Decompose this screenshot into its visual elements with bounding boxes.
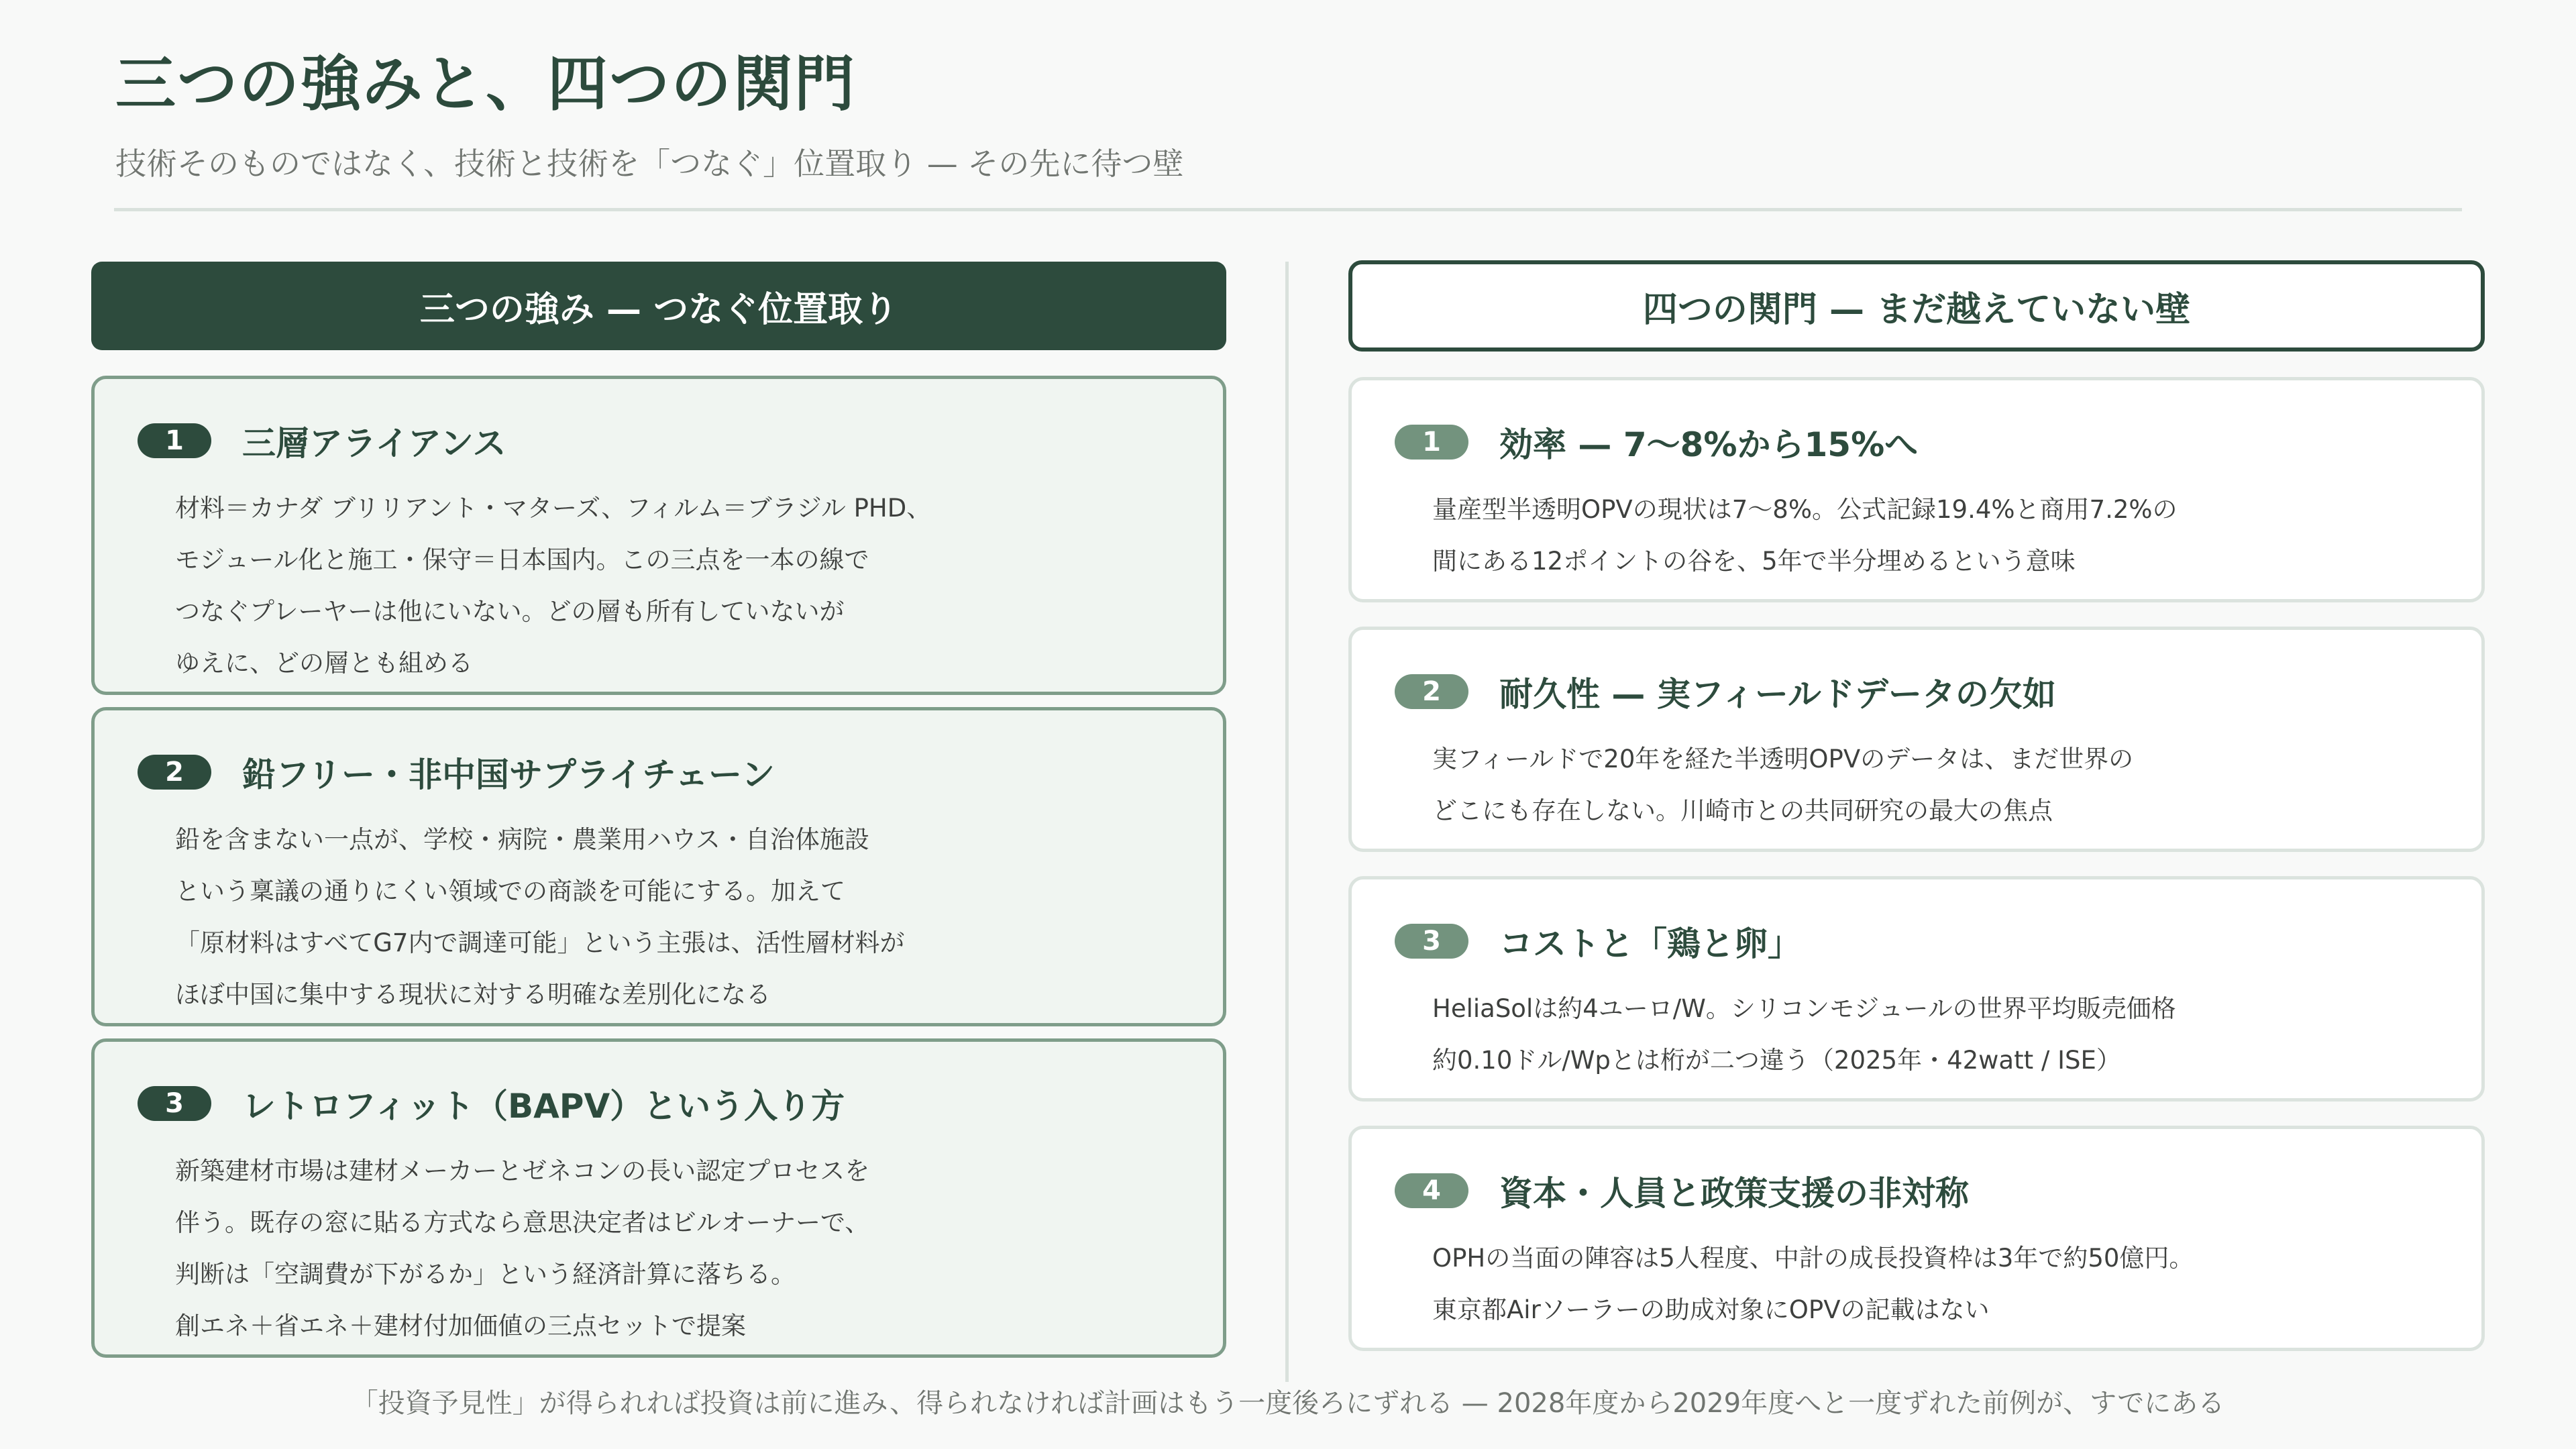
- number-badge: 1: [1395, 425, 1468, 460]
- number-badge: 2: [1395, 674, 1468, 709]
- card-body: [1432, 1232, 2481, 1336]
- body-line: 新築建材市場は建材メーカーとゼネコンの長い認定プロセスを: [175, 1157, 870, 1185]
- body-line: OPHの当面の陣容は5人程度、中計の成長投資枠は3年で約50億円。: [1432, 1244, 2194, 1273]
- card-body: [175, 814, 1223, 1020]
- body-line: 間にある12ポイントの谷を、5年で半分埋めるという意味: [1432, 547, 2076, 576]
- gate-card-2: [1348, 627, 2485, 852]
- card-heading: [1395, 665, 2481, 718]
- strength-card-3: [91, 1038, 1226, 1358]
- title-divider: [114, 208, 2462, 211]
- body-line: ゆえに、どの層とも組める: [175, 649, 473, 678]
- body-line: つなぐプレーヤーは他にいない。どの層も所有していないが: [175, 597, 845, 626]
- card-body: [1432, 484, 2481, 587]
- page-subtitle: 技術そのものではなく、技術と技術を「つなぐ」位置取り — その先に待つ壁: [115, 146, 1184, 182]
- card-body: [1432, 983, 2481, 1086]
- body-line: HeliaSolは約4ユーロ/W。シリコンモジュールの世界平均販売価格: [1432, 994, 2176, 1023]
- card-title: 資本・人員と政策支援の非対称: [1499, 1174, 1969, 1213]
- card-body: [1432, 733, 2481, 837]
- body-line: 「原材料はすべてG7内で調達可能」という主張は、活性層材料が: [175, 928, 905, 957]
- card-body: [175, 1145, 1223, 1352]
- strengths-header: 三つの強み — つなぐ位置取り: [91, 262, 1226, 350]
- body-line: ほぼ中国に集中する現状に対する明確な差別化になる: [175, 980, 771, 1009]
- body-line: 判断は「空調費が下がるか」という経済計算に落ちる。: [175, 1260, 796, 1289]
- card-body: [175, 482, 1223, 689]
- card-title: 三層アライアンス: [242, 424, 506, 463]
- body-line: 東京都Airソーラーの助成対象にOPVの記載はない: [1432, 1295, 1990, 1324]
- number-badge: 4: [1395, 1173, 1468, 1208]
- gate-card-3: [1348, 876, 2485, 1102]
- card-title: 効率 — 7〜8%から15%へ: [1499, 425, 1919, 464]
- body-line: 創エネ＋省エネ＋建材付加価値の三点セットで提案: [175, 1311, 746, 1340]
- gates-column: [1348, 260, 2485, 1351]
- body-line: モジュール化と施工・保守＝日本国内。この三点を一本の線で: [175, 545, 869, 574]
- column-divider: [1285, 262, 1289, 1382]
- strength-card-2: [91, 707, 1226, 1026]
- card-heading: [1395, 415, 2481, 469]
- body-line: 実フィールドで20年を経た半透明OPVのデータは、まだ世界の: [1432, 745, 2134, 773]
- number-badge: 2: [138, 755, 211, 790]
- body-line: 量産型半透明OPVの現状は7〜8%。公式記録19.4%と商用7.2%の: [1432, 495, 2178, 524]
- card-heading: [138, 745, 1223, 799]
- body-line: 伴う。既存の窓に貼る方式なら意思決定者はビルオーナーで、: [175, 1208, 870, 1237]
- card-title: 耐久性 — 実フィールドデータの欠如: [1499, 675, 2056, 714]
- body-line: 材料＝カナダ ブリリアント・マターズ、フィルム＝ブラジル PHD、: [175, 494, 932, 523]
- body-line: 鉛を含まない一点が、学校・病院・農業用ハウス・自治体施設: [175, 825, 869, 854]
- card-heading: [138, 1077, 1223, 1130]
- card-title: コストと「鶏と卵」: [1499, 924, 1801, 963]
- number-badge: 3: [138, 1086, 211, 1121]
- card-title: レトロフィット（BAPV）という入り方: [242, 1087, 845, 1126]
- body-line: という稟議の通りにくい領域での商談を可能にする。加えて: [175, 877, 845, 906]
- footer-note: 「投資予見性」が得られれば投資は前に進み、得られなければ計画はもう一度後ろにずれる — 2028年度から2029年度へと一度ずれた前例が、すでにある: [351, 1388, 2225, 1419]
- card-title: 鉛フリー・非中国サプライチェーン: [242, 755, 775, 794]
- page-title: 三つの強みと、四つの関門: [115, 49, 856, 119]
- gates-header: 四つの関門 — まだ越えていない壁: [1348, 260, 2485, 352]
- number-badge: 3: [1395, 924, 1468, 959]
- card-heading: [1395, 1164, 2481, 1218]
- strength-card-1: [91, 376, 1226, 695]
- body-line: どこにも存在しない。川崎市との共同研究の最大の焦点: [1432, 796, 2053, 825]
- strengths-column: [91, 262, 1226, 1358]
- gate-card-4: [1348, 1126, 2485, 1351]
- number-badge: 1: [138, 423, 211, 458]
- card-heading: [138, 414, 1223, 468]
- gate-card-1: [1348, 377, 2485, 602]
- body-line: 約0.10ドル/Wpとは桁が二つ違う（2025年・42watt / ISE）: [1432, 1046, 2121, 1075]
- card-heading: [1395, 914, 2481, 968]
